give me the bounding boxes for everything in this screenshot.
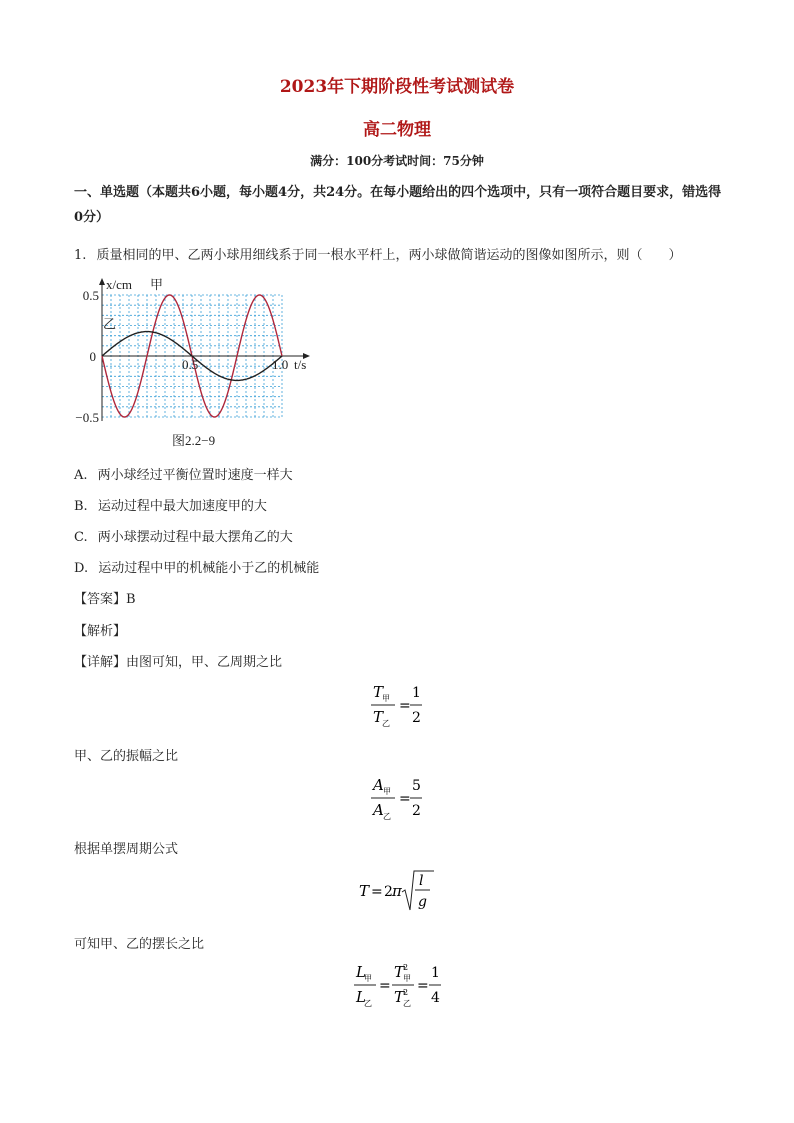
figure-caption: 图2.2−9 (172, 433, 216, 448)
y-tick-label: −0.5 (75, 410, 99, 425)
y-tick-label: 0 (89, 349, 96, 364)
svg-text:乙: 乙 (383, 812, 391, 821)
section-heading: 一、单选题（本题共6小题，每小题4分，共24分。在每小题给出的四个选项中，只有一项符合题目要求，错选得0分） (74, 185, 722, 225)
svg-text:=: = (399, 791, 411, 807)
formula-amplitude-ratio (368, 773, 428, 823)
svg-text:T: T (394, 988, 405, 1006)
pendulum-text: 根据单摆周期公式 (74, 842, 179, 857)
svg-text:乙: 乙 (382, 719, 390, 728)
graph-axes (99, 278, 310, 421)
option-d-text: 运动过程中甲的机械能小于乙的机械能 (98, 561, 320, 576)
option-c (74, 526, 293, 545)
svg-text:乙: 乙 (403, 999, 411, 1008)
option-d-label: D. (74, 561, 89, 576)
amp-text: 甲、乙的振幅之比 (74, 749, 179, 764)
svg-text:l: l (419, 873, 424, 889)
shm-graph (60, 275, 330, 450)
formula-length-ratio (352, 960, 452, 1010)
detail-text: 由图可知，甲、乙周期之比 (126, 655, 283, 670)
svg-text:甲: 甲 (364, 974, 372, 983)
svg-text:A: A (373, 776, 384, 794)
svg-text:4: 4 (431, 990, 440, 1006)
x-axis-label: t/s (294, 357, 307, 372)
svg-text:T: T (373, 708, 384, 726)
answer-label: 【答案】B (74, 592, 136, 607)
analysis-label: 【解析】 (74, 624, 127, 639)
question-number: 1. (74, 248, 87, 263)
series-label-yi: 乙 (103, 316, 117, 332)
svg-text:甲: 甲 (383, 787, 391, 796)
detail-label: 【详解】 (74, 655, 127, 670)
svg-text:2: 2 (403, 963, 409, 972)
option-a-label: A. (74, 468, 88, 483)
option-c-label: C. (74, 530, 88, 545)
svg-text:=: = (399, 698, 411, 714)
svg-text:T: T (394, 963, 405, 981)
svg-text:T: T (359, 882, 370, 900)
question-1 (74, 244, 682, 263)
svg-text:=: = (379, 978, 391, 994)
option-a (74, 464, 293, 483)
length-text: 可知甲、乙的摆长之比 (74, 937, 205, 952)
svg-text:L: L (356, 963, 366, 981)
option-b (74, 495, 267, 514)
option-b-text: 运动过程中最大加速度甲的大 (97, 499, 267, 514)
svg-text:2: 2 (403, 988, 409, 997)
question-text: 质量相同的甲、乙两小球用细线系于同一根水平杆上，两小球做简谐运动的图像如图所示，则（ ） (96, 248, 682, 263)
svg-text:乙: 乙 (364, 999, 372, 1008)
formula-pendulum-period (356, 866, 446, 916)
svg-text:A: A (373, 801, 384, 819)
option-d (74, 557, 319, 576)
option-c-text: 两小球摆动过程中最大摆角乙的大 (97, 530, 293, 545)
formula-period-ratio (368, 680, 428, 730)
svg-text:L: L (356, 988, 366, 1006)
svg-text:1: 1 (412, 685, 421, 701)
y-tick-label: 0.5 (82, 288, 99, 303)
series-label-jia: 甲 (150, 277, 164, 292)
svg-text:2: 2 (384, 884, 393, 900)
svg-text:π: π (392, 882, 402, 900)
option-b-label: B. (74, 499, 88, 514)
y-axis-label: x/cm (106, 277, 132, 292)
option-a-text: 两小球经过平衡位置时速度一样大 (97, 468, 293, 483)
svg-text:2: 2 (412, 803, 421, 819)
svg-text:甲: 甲 (382, 694, 390, 703)
y-axis-arrow (99, 278, 105, 285)
svg-text:T: T (373, 683, 384, 701)
svg-text:g: g (418, 894, 427, 910)
svg-text:=: = (417, 978, 429, 994)
svg-text:甲: 甲 (403, 974, 411, 983)
svg-text:1: 1 (431, 965, 440, 981)
x-tick-label: 1.0 (272, 357, 289, 372)
exam-title: 2023年下期阶段性考试测试卷 (279, 77, 515, 97)
svg-text:=: = (371, 884, 383, 900)
detail-line (74, 651, 282, 670)
subject-title: 高二物理 (363, 120, 431, 140)
svg-text:2: 2 (412, 710, 421, 726)
svg-text:5: 5 (412, 778, 421, 794)
x-tick-label: 0.5 (182, 357, 199, 372)
exam-info: 满分：100分考试时间：75分钟 (310, 154, 484, 168)
